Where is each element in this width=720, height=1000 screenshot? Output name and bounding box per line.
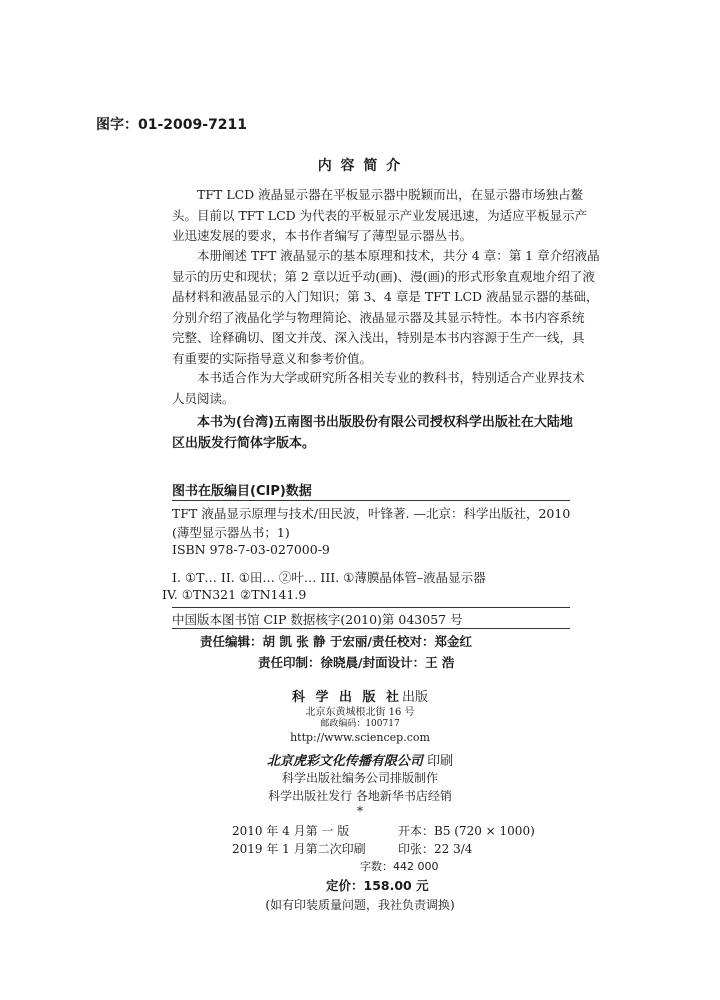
summary-line: 分别介绍了液晶化学与物理简论、液晶显示器及其显示特性。本书内容系统 — [172, 309, 585, 325]
cip-divider-middle — [172, 607, 570, 608]
publisher-suffix: 出版 — [402, 690, 429, 705]
summary-line: 人员阅读。 — [172, 390, 235, 406]
typesetting-line: 科学出版社编务公司排版制作 — [281, 771, 438, 785]
edition-first: 2010 年 4 月第 一 版 — [232, 824, 350, 838]
summary-line: 业迅速发展的要求，本书作者编写了薄型显示器丛书。 — [172, 228, 473, 243]
summary-line: 本书适合作为大学或研究所各相关专业的教科书，特别适合产业界技术 — [197, 370, 585, 385]
summary-paragraph-2 — [172, 246, 600, 369]
quality-notice: (如有印装质量问题，我社负责调换) — [265, 898, 455, 912]
edition-words: 字数：442 000 — [360, 860, 439, 873]
edition-format: 开本：B5 (720 × 1000) — [398, 824, 535, 838]
publisher-website: http://www.sciencep.com — [290, 731, 430, 744]
cip-classification-2: IV. ①TN321 ②TN141.9 — [162, 587, 307, 602]
publisher-postcode: 邮政编码：100717 — [320, 719, 400, 729]
edition-sheets: 印张：22 3/4 — [398, 842, 473, 856]
summary-line: 有重要的实际指导意义和参考价值。 — [172, 350, 373, 366]
credits-editors: 责任编辑：胡 凯 张 静 于宏丽/责任校对：郑金红 — [200, 634, 472, 649]
summary-line: 显示的历史和现状；第 2 章以近乎动(画)、漫(画)的形式形象直观地介绍了液 — [172, 268, 595, 284]
cip-divider-bottom — [172, 628, 570, 629]
edition-price: 定价：158.00 元 — [326, 878, 429, 893]
publisher-name: 科 学 出 版 社 — [291, 690, 403, 705]
summary-paragraph-1 — [172, 185, 588, 247]
cip-classification-1: I. ①T… II. ①田… ②叶… III. ①薄膜晶体管–液晶显示器 — [172, 570, 486, 585]
publisher-address: 北京东黄城根北街 16 号 — [305, 707, 415, 718]
printer-line — [0, 750, 720, 769]
license-line: 本书为(台湾)五南图书出版股份有限公司授权科学出版社在大陆地 — [197, 415, 573, 430]
registration-number: 图字：01-2009-7211 — [96, 117, 248, 133]
distribution-line: 科学出版社发行 各地新华书店经销 — [268, 789, 452, 803]
summary-line: 完整、诠释确切、图文并茂、深入浅出，特别是本书内容源于生产一线，具 — [172, 330, 585, 345]
cip-divider-top — [172, 500, 570, 501]
cip-isbn: ISBN 978-7-03-027000-9 — [172, 542, 330, 557]
summary-line: 头。目前以 TFT LCD 为代表的平板显示产业发展迅速，为适应平板显示产 — [172, 207, 588, 223]
summary-line: 本册阐述 TFT 液晶显示的基本原理和技术，共分 4 章：第 1 章介绍液晶 — [197, 248, 600, 263]
summary-line: 晶材料和液晶显示的入门知识；第 3、4 章是 TFT LCD 液晶显示器的基础， — [172, 289, 599, 304]
summary-heading: 内 容 简 介 — [317, 158, 403, 174]
license-line: 区出版发行简体字版本。 — [172, 436, 316, 451]
cip-approval-number: 中国版本图书馆 CIP 数据核字(2010)第 043057 号 — [172, 612, 463, 627]
cip-series-line: (薄型显示器丛书；1) — [172, 525, 290, 540]
edition-print: 2019 年 1 月第二次印刷 — [232, 842, 366, 856]
separator-star: * — [357, 804, 363, 818]
summary-paragraph-3 — [172, 368, 585, 409]
license-statement — [172, 412, 572, 454]
printer-suffix: 印刷 — [427, 754, 454, 769]
cip-title-line: TFT 液晶显示原理与技术/田民波，叶锋著. —北京：科学出版社，2010 — [172, 506, 571, 521]
cip-header: 图书在版编目(CIP)数据 — [172, 484, 312, 499]
summary-line: TFT LCD 液晶显示器在平板显示器中脱颖而出，在显示器市场独占鳌 — [197, 187, 584, 202]
credits-production: 责任印制：徐晓晨/封面设计：王 浩 — [258, 655, 455, 670]
printer-name: 北京虎彩文化传播有限公司 — [266, 754, 423, 769]
